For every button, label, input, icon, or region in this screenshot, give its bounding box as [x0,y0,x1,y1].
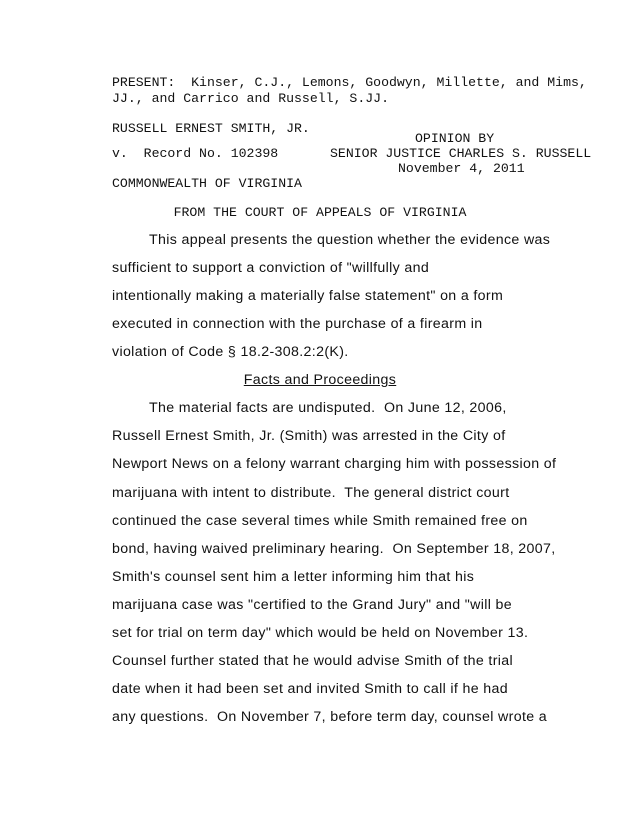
facts-line: Newport News on a felony warrant charging him with possession of [112,456,557,472]
intro-line: violation of Code § 18.2-308.2:2(K). [112,344,349,360]
facts-line: The material facts are undisputed. On June 12, 2006, [149,400,507,416]
facts-line: Counsel further stated that he would advise Smith of the trial [112,653,514,669]
opinion-by-label: OPINION BY [415,131,495,146]
facts-line: any questions. On November 7, before term day, counsel wrote a [112,709,548,725]
facts-line: Smith's counsel sent him a letter informing him that his [112,569,475,585]
facts-line: Russell Ernest Smith, Jr. (Smith) was arrested in the City of [112,428,506,444]
section-heading: Facts and Proceedings [243,372,397,388]
facts-line: set for trial on term day" which would be held on November 13. [112,625,529,641]
facts-line: marijuana with intent to distribute. The general district court [112,485,510,501]
present-line-1: PRESENT: Kinser, C.J., Lemons, Goodwyn, Millette, and Mims, [112,75,587,90]
facts-line: bond, having waived preliminary hearing. On September 18, 2007, [112,541,556,557]
appellee-name: COMMONWEALTH OF VIRGINIA [112,176,302,191]
facts-line: continued the case several times while Smith remained free on [112,513,528,529]
intro-line: This appeal presents the question whether the evidence was [149,232,551,248]
facts-line: date when it had been set and invited Smith to call if he had [112,681,508,697]
facts-line: marijuana case was "certified to the Grand Jury" and "will be [112,597,512,613]
intro-line: intentionally making a materially false statement" on a form [112,288,504,304]
appellant-name: RUSSELL ERNEST SMITH, JR. [112,121,310,136]
versus-record-number: v. Record No. 102398 [112,146,279,161]
court-of-origin: FROM THE COURT OF APPEALS OF VIRGINIA [173,205,467,220]
present-line-2: JJ., and Carrico and Russell, S.JJ. [112,91,389,106]
intro-line: executed in connection with the purchase of a firearm in [112,316,483,332]
intro-line: sufficient to support a conviction of "willfully and [112,260,430,276]
opinion-date: November 4, 2011 [398,161,525,176]
opinion-author: SENIOR JUSTICE CHARLES S. RUSSELL [330,146,592,161]
